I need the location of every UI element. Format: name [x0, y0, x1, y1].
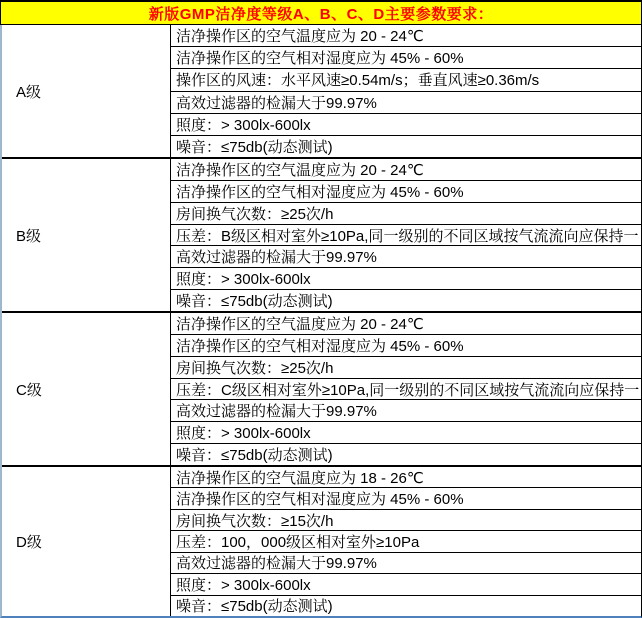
grade-a-rows	[171, 25, 641, 157]
parameter-row-hepa-filter: 高效过滤器的检漏大于99.97%	[171, 246, 641, 268]
section-grade-c	[2, 311, 641, 465]
parameter-row-pressure-difference: 压差：100，000级区相对室外≥10Pa	[171, 531, 641, 552]
grade-cell-d	[2, 467, 171, 616]
parameter-row-noise: 噪音：≤75db(动态测试)	[176, 293, 333, 311]
parameter-row-air-changes: 房间换气次数：≥15次/h	[171, 510, 641, 531]
parameter-row-illuminance: 照度：> 300lx-600lx	[171, 268, 641, 290]
parameter-row-illuminance: 照度：> 300lx-600lx	[171, 422, 641, 444]
parameter-row-noise: 噪音：≤75db(动态测试)	[176, 138, 333, 156]
grade-label-c: C级	[16, 381, 42, 399]
parameter-row-air-changes: 房间换气次数：≥25次/h	[171, 203, 641, 225]
parameter-row-illuminance: 照度：> 300lx-600lx	[171, 114, 641, 136]
parameter-row-humidity: 洁净操作区的空气相对湿度应为 45% - 60%	[171, 488, 641, 509]
parameter-row-pressure-difference: 压差：B级区相对室外≥10Pa,同一级别的不同区域按气流流向应保持一	[171, 225, 641, 247]
parameter-row-hepa-filter: 高效过滤器的检漏大于99.97%	[171, 92, 641, 114]
section-grade-d	[2, 465, 641, 616]
parameter-row-airspeed: 操作区的风速：水平风速≥0.54m/s；垂直风速≥0.36m/s	[171, 69, 641, 91]
parameter-row-humidity: 洁净操作区的空气相对湿度应为 45% - 60%	[171, 181, 641, 203]
section-grade-a	[2, 25, 641, 157]
grade-cell-b	[2, 159, 171, 311]
parameter-row-temperature: 洁净操作区的空气温度应为 18 - 26℃	[171, 467, 641, 488]
table-title: 新版GMP洁净度等级A、B、C、D主要参数要求：	[0, 0, 642, 25]
table-grid	[0, 25, 642, 618]
grade-label-a: A级	[16, 83, 42, 101]
parameter-row-hepa-filter: 高效过滤器的检漏大于99.97%	[171, 400, 641, 422]
parameter-row-noise: 噪音：≤75db(动态测试)	[176, 598, 333, 616]
parameter-row-hepa-filter: 高效过滤器的检漏大于99.97%	[171, 553, 641, 574]
parameter-row-temperature: 洁净操作区的空气温度应为 20 - 24℃	[171, 313, 641, 335]
parameter-row-temperature: 洁净操作区的空气温度应为 20 - 24℃	[171, 25, 641, 47]
parameter-row-illuminance: 照度：> 300lx-600lx	[171, 574, 641, 595]
grade-d-rows	[171, 467, 641, 616]
grade-label-b: B级	[16, 227, 42, 245]
parameter-row-noise: 噪音：≤75db(动态测试)	[176, 447, 333, 465]
grade-cell-a	[2, 25, 171, 157]
grade-label-d: D级	[16, 534, 42, 551]
section-grade-b	[2, 157, 641, 311]
grade-c-rows	[171, 313, 641, 465]
grade-b-rows	[171, 159, 641, 311]
parameter-row-air-changes: 房间换气次数：≥25次/h	[171, 357, 641, 379]
grade-cell-c	[2, 313, 171, 465]
parameter-row-humidity: 洁净操作区的空气相对湿度应为 45% - 60%	[171, 47, 641, 69]
parameter-row-humidity: 洁净操作区的空气相对湿度应为 45% - 60%	[171, 335, 641, 357]
parameter-row-temperature: 洁净操作区的空气温度应为 20 - 24℃	[171, 159, 641, 181]
parameter-row-pressure-difference: 压差：C级区相对室外≥10Pa,同一级别的不同区域按气流流向应保持一	[171, 379, 641, 401]
